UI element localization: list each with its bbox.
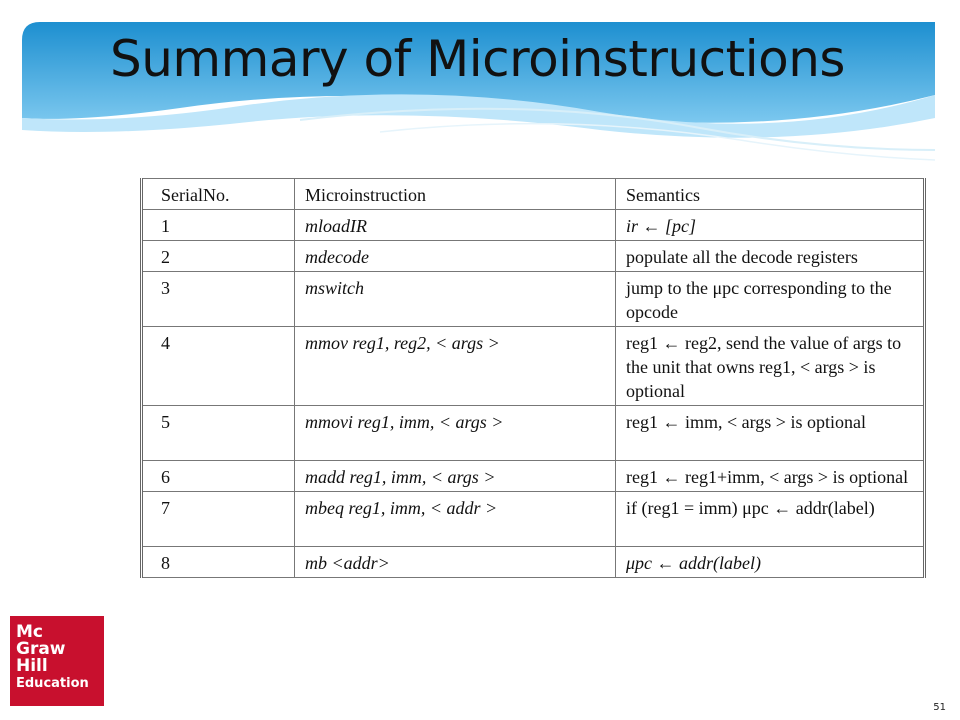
row-serial: 4 [142,327,295,406]
row-semantics: reg1 ← imm, < args > is optional [616,406,925,461]
table-row [142,461,925,492]
table-row [142,492,925,547]
table-row [142,406,925,461]
row-semantics: if (reg1 = imm) μpc ← addr(label) [616,492,925,547]
row-instruction: mloadIR [295,210,616,241]
table-row [142,210,925,241]
page-number: 51 [933,702,946,713]
row-semantics: ir ← [pc] [616,210,925,241]
row-serial: 1 [142,210,295,241]
table-row [142,547,925,578]
row-serial: 6 [142,461,295,492]
row-semantics: reg1 ← reg2, send the value of args to the unit that owns reg1, < args > is optional [616,327,925,406]
header-microinstruction: Microinstruction [295,179,616,210]
logo-line: Mc [16,622,43,642]
row-instruction: mdecode [295,241,616,272]
logo-line: Education [16,676,89,691]
slide-title: Summary of Microinstructions [110,30,845,88]
row-semantics: μpc ← addr(label) [616,547,925,578]
mcgraw-hill-education-logo [10,616,104,706]
row-instruction: mbeq reg1, imm, < addr > [295,492,616,547]
row-instruction: mb <addr> [295,547,616,578]
table-row [142,327,925,406]
row-instruction: mmov reg1, reg2, < args > [295,327,616,406]
row-serial: 2 [142,241,295,272]
row-instruction: mmovi reg1, imm, < args > [295,406,616,461]
table-row [142,241,925,272]
row-serial: 7 [142,492,295,547]
logo-line: Hill [16,656,48,676]
table-header-row [142,179,925,210]
row-semantics: populate all the decode registers [616,241,925,272]
microinstruction-table [140,178,926,578]
row-instruction: mswitch [295,272,616,327]
table-row [142,272,925,327]
row-serial: 8 [142,547,295,578]
row-semantics: reg1 ← reg1+imm, < args > is optional [616,461,925,492]
row-serial: 3 [142,272,295,327]
row-semantics: jump to the μpc corresponding to the opcode [616,272,925,327]
row-instruction: madd reg1, imm, < args > [295,461,616,492]
header-semantics: Semantics [616,179,925,210]
logo-line: Graw [16,639,66,659]
row-serial: 5 [142,406,295,461]
header-serial-no: SerialNo. [142,179,295,210]
